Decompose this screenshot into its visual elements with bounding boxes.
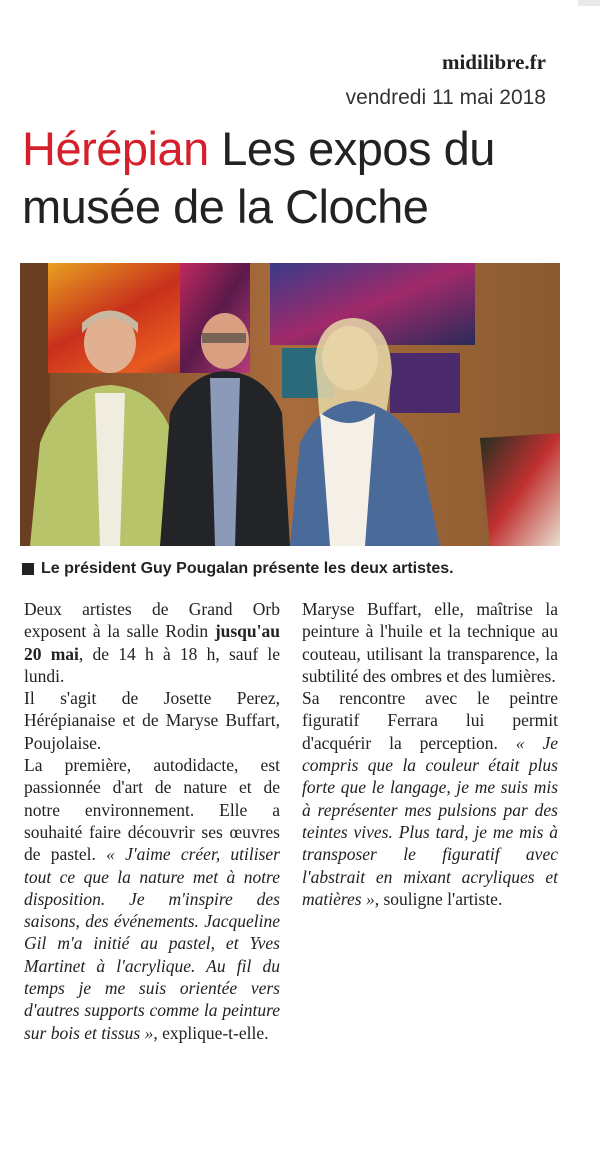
caption-text: Le président Guy Pougalan présente les deux artistes.	[41, 560, 454, 577]
article-paragraph: Maryse Buffart, elle, maîtrise la peinture à l'huile et la technique au couteau, utilisant la transparence, la subtilité des ombres et des lumières.	[302, 599, 558, 686]
article-paragraph	[24, 754, 280, 1044]
article-photo	[20, 263, 560, 546]
publication-date: vendredi 11 mai 2018	[345, 86, 546, 109]
text: Deux artistes de Grand Orb exposent à la salle Rodin	[24, 599, 280, 642]
source-name: midilibre.fr	[441, 50, 546, 74]
text: , souligne l'artiste.	[374, 888, 503, 909]
caption-square-icon	[22, 563, 34, 575]
quote: « J'aime créer, utiliser tout ce que la nature met à notre disposition. Je m'inspire des saisons, des événements. Jacqueline Gil m'a initié au pastel, et Yves Martinet à l'acrylique. Au fil du temps je me suis orientée vers d'autres supports comme la peinture sur bois et tissus »	[24, 844, 280, 1043]
text: La première, autodidacte, est passionnée d'art de nature et de notre environnement. Elle a souhaité faire découvrir ses œuvres de pastel.	[24, 755, 280, 865]
article-paragraph	[24, 598, 280, 687]
article-paragraph	[302, 687, 558, 910]
article-paragraph: Il s'agit de Josette Perez, Hérépianaise et de Maryse Buffart, Poujolaise.	[24, 688, 280, 753]
headline-town: Hérépian	[22, 122, 209, 175]
text: , explique-t-elle.	[153, 1022, 269, 1043]
photo-image	[20, 263, 560, 546]
emphasis: jusqu'au 20 mai	[24, 621, 280, 664]
text: Sa rencontre avec le peintre figuratif Ferrara lui permit d'acquérir la perception.	[302, 688, 558, 753]
article-column-right	[302, 598, 558, 910]
corner-mark	[578, 0, 600, 6]
article-column-left	[24, 598, 280, 1044]
photo-caption	[22, 560, 582, 578]
headline-title: Les expos du musée de la Cloche	[22, 122, 495, 233]
text: , de 14 h à 18 h, sauf le lundi.	[24, 643, 280, 686]
quote: « Je compris que la couleur était plus forte que le langage, je me suis mis à représenter mes pulsions par des teintes vives. Plus tard, je me mis à transposer le figuratif avec l'abstrait en mixant acryliques et matières »	[302, 732, 558, 909]
headline	[22, 120, 582, 236]
